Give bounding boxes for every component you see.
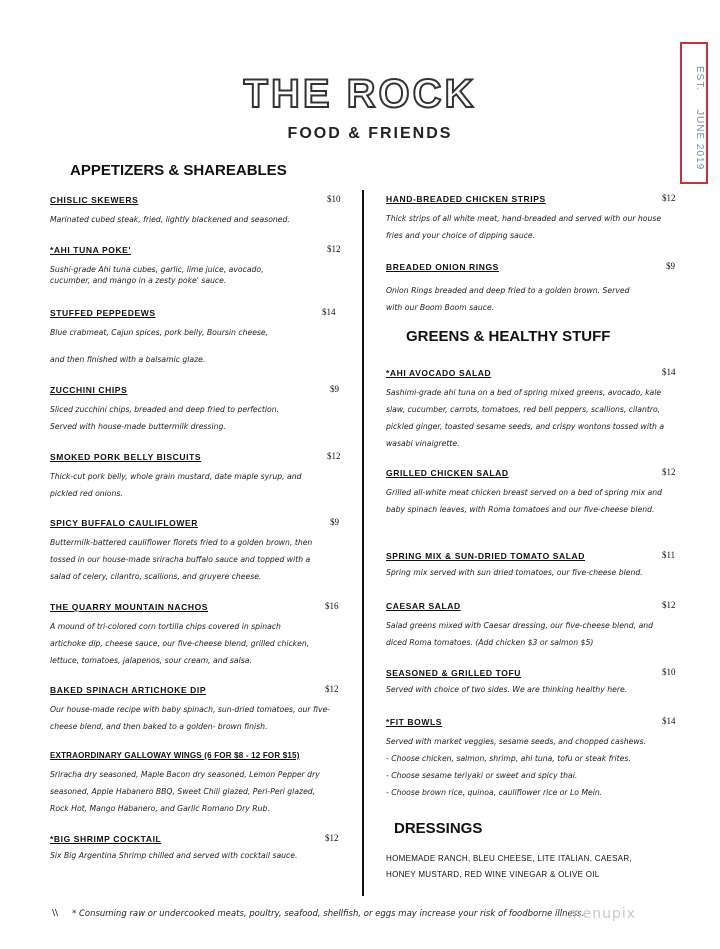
item-name: THE QUARRY MOUNTAIN NACHOS: [50, 602, 209, 612]
item-description: Thick strips of all white meat, hand-breaded and served with our house fries and your choice of dipping sauce.: [386, 214, 662, 240]
item-price: $16: [325, 601, 339, 611]
menu-item: [386, 717, 686, 801]
menu-item: [386, 600, 676, 651]
food-safety-disclaimer: * Consuming raw or undercooked meats, poultry, seafood, shellfish, or eggs may increase your risk of foodborne illness.: [72, 909, 585, 919]
item-name: SMOKED PORK BELLY BISCUITS: [50, 452, 202, 462]
item-price: $12: [327, 451, 341, 461]
restaurant-title: THE ROCK: [243, 72, 477, 116]
item-price: $14: [662, 716, 676, 726]
item-name: *AHI AVOCADO SALAD: [386, 368, 492, 378]
item-description: Sliced zucchini chips, breaded and deep fried to perfection. Served with house-made buttermilk dressing.: [50, 405, 280, 431]
item-name: ZUCCHINI CHIPS: [50, 385, 128, 395]
section-appetizers-heading: APPETIZERS & SHAREABLES: [70, 162, 287, 179]
dressings-line: HOMEMADE RANCH, BLEU CHEESE, LITE ITALIAN, CAESAR,: [386, 854, 633, 863]
menu-item: [50, 751, 334, 817]
item-name: GRILLED CHICKEN SALAD: [386, 468, 509, 478]
item-description: Six Big Argentina Shrimp chilled and served with cocktail sauce.: [50, 851, 298, 860]
item-price: $14: [662, 367, 676, 377]
item-description: Blue crabmeat, Cajun spices, pork belly, Boursin cheese,: [50, 328, 269, 337]
menu-item: [50, 451, 341, 502]
item-price: $10: [327, 194, 341, 204]
item-price: $11: [662, 550, 676, 560]
menu-item: [50, 308, 350, 368]
item-description: Grilled all-white meat chicken breast served on a bed of spring mix and baby spinach leaves, with Roma tomatoes and our five-cheese blend.: [386, 488, 663, 514]
menu-item: [386, 368, 682, 452]
item-name: BAKED SPINACH ARTICHOKE DIP: [50, 685, 207, 695]
menu-item: [386, 193, 676, 244]
item-description: Marinated cubed steak, fried, lightly blackened and seasoned.: [50, 215, 290, 224]
item-description: Sashimi-grade ahi tuna on a bed of spring mixed greens, avocado, kale slaw, cucumber, carrots, tomatoes, red bell peppers, scallions, cilantro, pickled ginger, toasted sesame seeds, and crispy wontons tossed with a wasabi vinaigrette.: [386, 388, 665, 448]
item-name: CHISLIC SKEWERS: [50, 195, 139, 205]
item-name: EXTRAORDINARY GALLOWAY WINGS (6 FOR $8 - 12 FOR $15): [50, 751, 300, 760]
item-price: $12: [662, 600, 676, 610]
item-name: HAND-BREADED CHICKEN STRIPS: [386, 194, 546, 204]
item-price: $9: [330, 517, 339, 527]
item-name: *FIT BOWLS: [386, 717, 443, 727]
restaurant-subtitle: FOOD & FRIENDS: [287, 125, 453, 142]
item-name: BREADED ONION RINGS: [386, 262, 499, 272]
item-description: Buttermilk-battered cauliflower florets fried to a golden brown, then tossed in our house-made sriracha buffalo sauce and topped with a salad of celery, cilantro, scallions, and gruyere cheese.: [50, 538, 313, 581]
item-description: Onion Rings breaded and deep fried to a golden brown. Served with our Boom Boom sauce.: [386, 286, 630, 312]
dressings-list: [386, 851, 686, 883]
item-description: Our house-made recipe with baby spinach, sun-dried tomatoes, our five-cheese blend, and then baked to a golden- brown finish.: [50, 705, 331, 731]
item-price: $12: [662, 467, 676, 477]
menu-item: [50, 384, 339, 435]
stamp-est: EST.: [694, 66, 705, 92]
menu-item: [50, 244, 341, 286]
section-dressings-heading: DRESSINGS: [394, 820, 483, 837]
item-description: Served with choice of two sides. We are thinking healthy here.: [386, 685, 628, 694]
item-price: $12: [327, 244, 341, 254]
item-description: Salad greens mixed with Caesar dressing, our five-cheese blend, and diced Roma tomatoes. (Add chicken $3 or salmon $5): [386, 621, 654, 647]
item-name: SPRING MIX & SUN-DRIED TOMATO SALAD: [386, 551, 586, 561]
item-name: STUFFED PEPPEDEWS: [50, 308, 156, 318]
menupix-watermark: menupix: [568, 906, 637, 922]
footer-mark: \\: [52, 907, 59, 919]
item-description-cont: and then finished with a balsamic glaze.: [50, 355, 206, 364]
item-option: - Choose chicken, salmon, shrimp, ahi tuna, tofu or steak frites.: [386, 754, 631, 763]
item-description: Thick-cut pork belly, whole grain mustard, date maple syrup, and pickled red onions.: [50, 472, 302, 498]
menu-item: [50, 684, 339, 735]
item-name: SEASONED & GRILLED TOFU: [386, 668, 522, 678]
item-price: $9: [330, 384, 339, 394]
item-option: - Choose sesame teriyaki or sweet and spicy thai.: [386, 771, 578, 780]
item-name: *BIG SHRIMP COCKTAIL: [50, 834, 162, 844]
menu-item: [50, 601, 339, 669]
stamp-date: JUNE 2019: [694, 110, 705, 171]
item-price: $12: [325, 833, 339, 843]
menu-item: [50, 517, 339, 585]
item-name: *AHI TUNA POKE': [50, 245, 132, 255]
menu-item: [386, 262, 686, 316]
item-description: Spring mix served with sun dried tomatoes, our five-cheese blend.: [386, 568, 643, 577]
menu-item: [386, 468, 676, 518]
item-description: A mound of tri-colored corn tortilla chips covered in spinach artichoke dip, cheese sauce, our five-cheese blend, grilled chicken, lettuce, tomatoes, jalapenos, sour cream, and salsa.: [50, 622, 310, 665]
item-option: - Choose brown rice, quinoa, cauliflower rice or Lo Mein.: [386, 788, 603, 797]
section-greens-heading: GREENS & HEALTHY STUFF: [406, 328, 611, 345]
item-name: CAESAR SALAD: [386, 601, 461, 611]
menu-item: [386, 551, 686, 581]
column-divider: [362, 190, 364, 896]
item-price: $12: [325, 684, 339, 694]
item-price: $14: [322, 307, 336, 317]
menu-item: [50, 834, 350, 864]
item-price: $9: [666, 261, 675, 271]
item-price: $12: [662, 193, 676, 203]
established-stamp: [680, 42, 708, 184]
item-description: Served with market veggies, sesame seeds, and chopped cashews.: [386, 737, 647, 746]
item-description: Sriracha dry seasoned, Maple Bacon dry seasoned, Lemon Pepper dry seasoned, Apple Habanero BBQ, Sweet Chili glazed, Peri-Peri glazed, Rock Hot, Mango Habanero, and Garlic Romano Dry Rub.: [50, 770, 320, 813]
item-price: $10: [662, 667, 676, 677]
item-name: SPICY BUFFALO CAULIFLOWER: [50, 518, 199, 528]
item-description: Sushi-grade Ahi tuna cubes, garlic, lime juice, avocado, cucumber, and mango in a zesty poke' sauce.: [50, 265, 264, 285]
menu-item: [386, 668, 686, 698]
menu-item: [50, 195, 350, 228]
dressings-line: HONEY MUSTARD, RED WINE VINEGAR & OLIVE OIL: [386, 870, 600, 879]
